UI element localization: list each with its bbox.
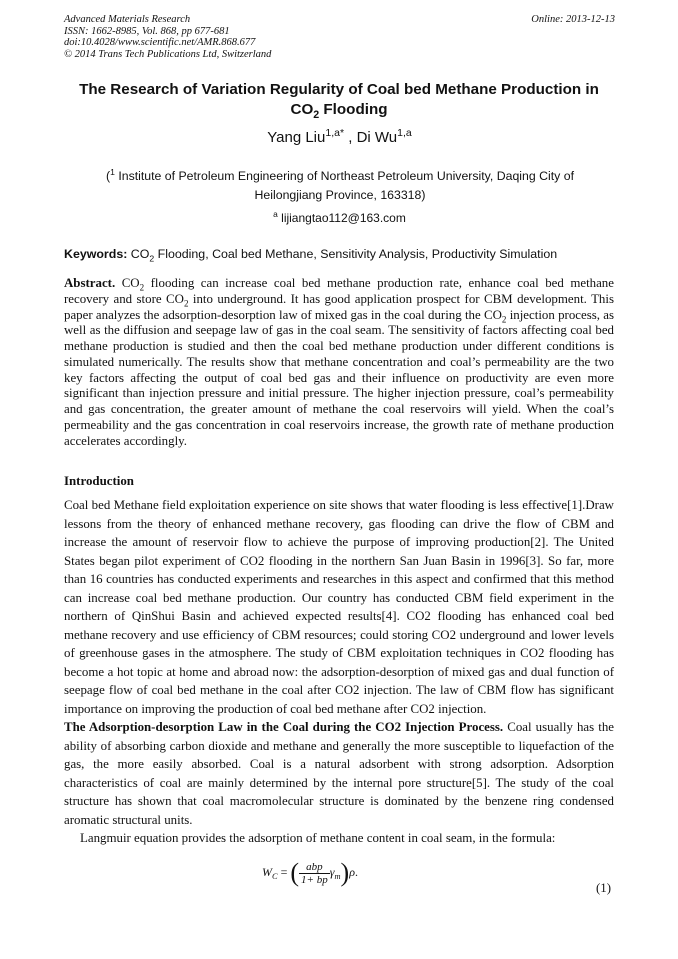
journal-name: Advanced Materials Research [64, 14, 191, 25]
keywords [64, 247, 619, 264]
journal-header [64, 14, 615, 60]
issn-line: ISSN: 1662-8985, Vol. 868, pp 677-681 [64, 25, 230, 37]
title-co-sub: 2 [313, 109, 320, 122]
title-co: CO [290, 101, 314, 118]
introduction-paragraph-1: Coal bed Methane field exploitation experience on site shows that water flooding is less effective[1].Draw lessons from the theory of enhanced methane recovery, gas flooding can drive the flow of CBM and increase the amount of reservoir flow to achieve the purpose of improving production[2]. The United States began pilot experiment of CO2 flooding in the northern San Juan Basin in 1996[3]. So far, more than 16 countries has conducted experiments and researches in this aspect and confirmed that this method can increase coal bed methane production. Our country has conducted CBM field experiment in the northern of QinShui Basin and achieved expected results[4]. CO2 flooding has enhanced coal bed methane recovery and use efficiency of CBM resources; could storing CO2 underground and lower levels of greenhouse gases in the atmosphere. The study of CBM exploitation techniques in CO2 flooding has become a hot topic at home and abroad now: the adsorption-desorption of mixed gas and dual function of seepage flow of coal bed methane in the coal after CO2 injection. The law of CBM flow has significant importance on improving the production of coal bed methane after CO2 injection. [64, 498, 614, 716]
formula-right-paren: ) [340, 858, 350, 887]
keywords-co: CO [127, 247, 150, 261]
abstract-sub-2: 2 [183, 298, 189, 309]
author-email [64, 211, 615, 225]
email-address[interactable]: lijiangtao112@163.com [277, 211, 406, 225]
affiliation [100, 167, 580, 205]
introduction-paragraph-3: Langmuir equation provides the adsorption of methane content in coal seam, in the formula: [80, 831, 556, 845]
abstract-text-2: flooding can increase coal bed methane production rate, enhance coal bed methane recovery and store CO [64, 276, 614, 306]
abstract [64, 276, 614, 449]
title-flooding: Flooding [319, 101, 388, 118]
affiliation-open: ( [106, 169, 111, 183]
formula-lhs: W [262, 864, 272, 879]
affiliation-text-1: Institute of Petroleum Engineering of Northeast Petroleum University, Daqing City of [114, 169, 574, 183]
author-1-name: Yang Liu [267, 129, 326, 146]
online-date: Online: 2013-12-13 [531, 14, 615, 25]
author-separator: , [344, 129, 357, 146]
author-1-sup: 1,a* [325, 127, 345, 139]
author-list [64, 129, 615, 146]
email-sup: a [273, 209, 278, 219]
affiliation-line-1 [100, 167, 580, 186]
affiliation-line-2: Heilongjiang Province, 163318) [254, 188, 426, 202]
introduction-heading: Introduction [64, 474, 134, 488]
adsorption-subheading: The Adsorption-desorption Law in the Coal during the CO2 Injection Process. [64, 720, 504, 734]
formula-left-paren: ( [290, 858, 300, 887]
formula-lhs-sub: C [272, 872, 278, 882]
keywords-label: Keywords: [64, 247, 128, 261]
formula-gamma: γ [329, 864, 335, 879]
formula-equals: = [277, 864, 291, 879]
formula-gamma-sub: m [334, 872, 341, 882]
abstract-label: Abstract. [64, 276, 116, 290]
author-2-sup: 1,a [397, 127, 412, 139]
adsorption-text: Coal usually has the ability of absorbing carbon dioxide and methane and generally the more susceptible to liquefaction of the gas, the more easily absorbed. Coal is a natural adsorbent with strong adsorption. Adsorption characteristics of coal are mainly determined by the internal pore structure[5]. The study of the coal structure has shown that coal macromolecular structure is dominated by the benzene ring condensed aromatic structural units. [64, 720, 614, 827]
author-2-name: Di Wu [356, 129, 398, 146]
abstract-sub-1: 2 [139, 282, 145, 293]
introduction-body [64, 496, 614, 848]
langmuir-formula [262, 858, 358, 888]
affiliation-sup: 1 [110, 166, 115, 177]
keywords-list: Flooding, Coal bed Methane, Sensitivity Analysis, Productivity Simulation [154, 247, 558, 261]
copyright-line: © 2014 Trans Tech Publications Ltd, Switzerland [64, 48, 272, 60]
title-line-1: The Research of Variation Regularity of Coal bed Methane Production in [79, 81, 599, 98]
formula-dot: . [354, 864, 358, 879]
keywords-co-sub: 2 [149, 253, 155, 264]
abstract-text-1: CO [115, 276, 140, 290]
formula-numerator: abp [299, 861, 330, 874]
abstract-sub-3: 2 [501, 314, 507, 325]
introduction-paragraph-2 [64, 718, 614, 829]
doi-line: doi:10.4028/www.scientific.net/AMR.868.677 [64, 37, 256, 48]
formula-rho: ρ [349, 864, 355, 879]
abstract-text-4: injection process, as well as the diffusion and seepage law of gas in the coal seam. The sensitivity of factors affecting coal bed methane production is studied and then the coal bed methane production under different conditions is simulated numerically. The results show that methane concentration and coal’s permeability are the two key factors affecting the output of coal bed gas and their influence on productivity are even more significant than injection pressure and initial pressure. The higher injection pressure, coal’s permeability and gas concentration, the greater amount of methane the coal reservoirs will yield. When the coal’s permeability and the gas concentration in coal reservoirs increase, the growth rate of methane production accelerates accordingly. [64, 307, 614, 448]
equation-number: (1) [596, 881, 612, 895]
title-line-2 [60, 100, 618, 120]
abstract-text-3: into underground. It has good application prospect for CBM development. This paper analyzes the adsorption-desorption law of mixed gas in the coal during the CO [64, 291, 614, 322]
formula-fraction [299, 861, 330, 886]
formula-denominator: 1+ bp [301, 873, 328, 886]
paper-title [60, 80, 618, 120]
